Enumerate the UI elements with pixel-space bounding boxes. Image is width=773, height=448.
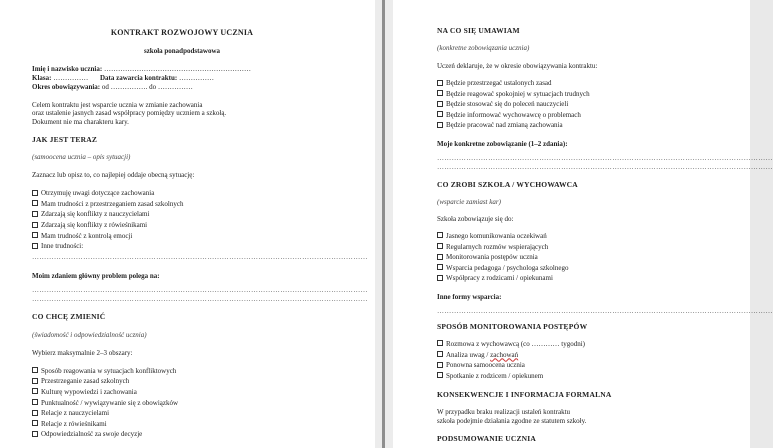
- checkbox-icon[interactable]: [32, 378, 38, 384]
- problem-label: Moim zdaniem główny problem polega na:: [32, 271, 160, 280]
- fill-line[interactable]: …………………………………………………………………………………………………………………………: [32, 252, 368, 261]
- checkbox-icon[interactable]: [32, 243, 38, 249]
- checkbox-icon[interactable]: [32, 399, 38, 405]
- page-separator: [382, 0, 385, 448]
- section-heading-consequences: KONSEKWENCJE I INFORMACJA FORMALNA: [437, 390, 612, 400]
- checkbox-icon[interactable]: [32, 232, 38, 238]
- field-class-date: Klasa: …………… Data zawarcia kontraktu: ……………: [32, 74, 214, 82]
- checkbox-item[interactable]: Regularnych rozmów wspierających: [437, 242, 750, 253]
- section-subheading-current: (samoocena ucznia – opis sytuacji): [32, 153, 131, 162]
- checkbox-icon[interactable]: [437, 122, 443, 128]
- checkbox-item[interactable]: Punktualność / wywiązywanie się z obowiązków: [32, 398, 375, 409]
- checkbox-icon[interactable]: [32, 222, 38, 228]
- fill-line[interactable]: …………………………………………………………………………………………………………………………: [32, 285, 368, 294]
- document-page-left: [0, 0, 375, 448]
- document-page-right: [393, 0, 773, 448]
- section-subheading-agreement: (konkretne zobowiązania ucznia): [437, 44, 530, 52]
- checkbox-item[interactable]: Współpracy z rodzicami / opiekunami: [437, 273, 750, 284]
- section-heading-change: CO CHCĘ ZMIENIĆ: [32, 311, 106, 321]
- checkbox-item[interactable]: Będzie stosować się do poleceń nauczycieli: [437, 99, 750, 110]
- checkbox-icon[interactable]: [32, 211, 38, 217]
- checkbox-icon[interactable]: [437, 372, 443, 378]
- checklist-change: [32, 366, 375, 440]
- header-fields: [32, 65, 375, 92]
- checkbox-icon[interactable]: [437, 275, 443, 281]
- section-heading-monitoring: SPOSÓB MONITOROWANIA POSTĘPÓW: [437, 321, 588, 331]
- checkbox-item[interactable]: Sposób reagowania w sytuacjach konfliktowych: [32, 366, 375, 377]
- section-heading-school: CO ZROBI SZKOŁA / WYCHOWAWCA: [437, 179, 578, 189]
- checkbox-icon[interactable]: [437, 351, 443, 357]
- checkbox-icon[interactable]: [32, 367, 38, 373]
- checkbox-item[interactable]: Kulturę wypowiedzi i zachowania: [32, 387, 375, 398]
- checkbox-item[interactable]: Zdarzają się konflikty z rówieśnikami: [32, 220, 375, 231]
- checkbox-icon[interactable]: [437, 362, 443, 368]
- checklist-current: [32, 188, 375, 252]
- fill-line[interactable]: …………………………………………………………………………………………………………………………: [437, 306, 773, 315]
- section-instruction-current: Zaznacz lub opisz to, co najlepiej oddaje obecną sytuację:: [32, 171, 195, 180]
- section-instruction-school: Szkoła zobowiązuje się do:: [437, 214, 514, 223]
- checkbox-icon[interactable]: [32, 431, 38, 437]
- checkbox-item[interactable]: Rozmowa z wychowawcą (co ………… tygodni): [437, 339, 750, 350]
- consequences-paragraph: W przypadku braku realizacji ustaleń kontraktu szkoła podejmie działania zgodne ze statutem szkoły.: [437, 408, 587, 425]
- checkbox-item[interactable]: Mam trudności z przestrzeganiem zasad szkolnych: [32, 199, 375, 210]
- checkbox-item[interactable]: Będzie pracować nad zmianą zachowania: [437, 120, 750, 131]
- fill-line[interactable]: …………………………………………………………………………………………………………………………: [437, 162, 773, 171]
- checkbox-icon[interactable]: [437, 254, 443, 260]
- checkbox-item[interactable]: Będzie informować wychowawcę o problemach: [437, 110, 750, 121]
- checkbox-icon[interactable]: [437, 340, 443, 346]
- checklist-monitoring: [437, 339, 750, 381]
- checkbox-icon[interactable]: [437, 90, 443, 96]
- checkbox-item[interactable]: Mam trudność z kontrolą emocji: [32, 231, 375, 242]
- checkbox-item[interactable]: Będzie przestrzegać ustalonych zasad: [437, 78, 750, 89]
- other-support-label: Inne formy wsparcia:: [437, 292, 502, 301]
- section-heading-summary: PODSUMOWANIE UCZNIA: [437, 434, 537, 444]
- checkbox-item[interactable]: Będzie reagować spokojniej w sytuacjach trudnych: [437, 89, 750, 100]
- checkbox-item[interactable]: Zdarzają się konflikty z nauczycielami: [32, 209, 375, 220]
- document-subtitle: szkoła ponadpodstawowa: [143, 47, 221, 55]
- section-subheading-change: (świadomość i odpowiedzialność ucznia): [32, 330, 147, 339]
- checkbox-item[interactable]: Jasnego komunikowania oczekiwań: [437, 231, 750, 242]
- fill-line[interactable]: …………………………………………………………………………………………………………………………: [32, 294, 368, 303]
- checkbox-item[interactable]: Ponowna samoocena ucznia: [437, 360, 750, 371]
- checkbox-item[interactable]: Wsparcia pedagoga / psychologa szkolnego: [437, 263, 750, 274]
- checkbox-item[interactable]: Otrzymuję uwagi dotyczące zachowania: [32, 188, 375, 199]
- field-period: Okres obowiązywania: od ……………. do ……………: [32, 83, 193, 91]
- section-instruction-change: Wybierz maksymalnie 2–3 obszary:: [32, 348, 133, 357]
- checkbox-icon[interactable]: [32, 190, 38, 196]
- checklist-school: [437, 231, 750, 284]
- checkbox-icon[interactable]: [437, 101, 443, 107]
- checkbox-item[interactable]: Odpowiedzialność za swoje decyzje: [32, 429, 375, 440]
- checkbox-icon[interactable]: [32, 410, 38, 416]
- checkbox-icon[interactable]: [437, 111, 443, 117]
- intro-paragraph: Celem kontraktu jest wsparcie ucznia w zmianie zachowania oraz ustalenie jasnych zasad współpracy pomiędzy uczniem a szkołą. Dokument nie ma charakteru kary.: [32, 101, 227, 126]
- checkbox-item[interactable]: Relacje z rówieśnikami: [32, 419, 375, 430]
- checkbox-icon[interactable]: [437, 232, 443, 238]
- checkbox-item[interactable]: Analiza uwag / zachowań: [437, 350, 750, 361]
- checkbox-icon[interactable]: [32, 200, 38, 206]
- commitment-label: Moje konkretne zobowiązanie (1–2 zdania):: [437, 139, 568, 148]
- checkbox-icon[interactable]: [32, 420, 38, 426]
- checkbox-item[interactable]: Przestrzeganie zasad szkolnych: [32, 376, 375, 387]
- section-subheading-school: (wsparcie zamiast kar): [437, 197, 501, 206]
- field-student-name: Imię i nazwisko ucznia: ………………………………………………………: [32, 65, 251, 73]
- checkbox-icon[interactable]: [437, 80, 443, 86]
- document-title: KONTRAKT ROZWOJOWY UCZNIA: [110, 28, 254, 37]
- checkbox-item[interactable]: Relacje z nauczycielami: [32, 408, 375, 419]
- section-heading-current: JAK JEST TERAZ: [32, 135, 98, 145]
- checkbox-item[interactable]: Inne trudności:: [32, 241, 375, 252]
- checkbox-icon[interactable]: [437, 243, 443, 249]
- checkbox-icon[interactable]: [437, 264, 443, 270]
- section-heading-agreement: NA CO SIĘ UMAWIAM: [437, 26, 520, 35]
- checkbox-icon[interactable]: [32, 388, 38, 394]
- checkbox-item[interactable]: Monitorowania postępów ucznia: [437, 252, 750, 263]
- fill-line[interactable]: …………………………………………………………………………………………………………………………: [437, 153, 773, 162]
- section-instruction-agreement: Uczeń deklaruje, że w okresie obowiązywania kontraktu:: [437, 62, 598, 70]
- checklist-agreement: [437, 78, 750, 131]
- checkbox-item[interactable]: Spotkanie z rodzicem / opiekunem: [437, 371, 750, 382]
